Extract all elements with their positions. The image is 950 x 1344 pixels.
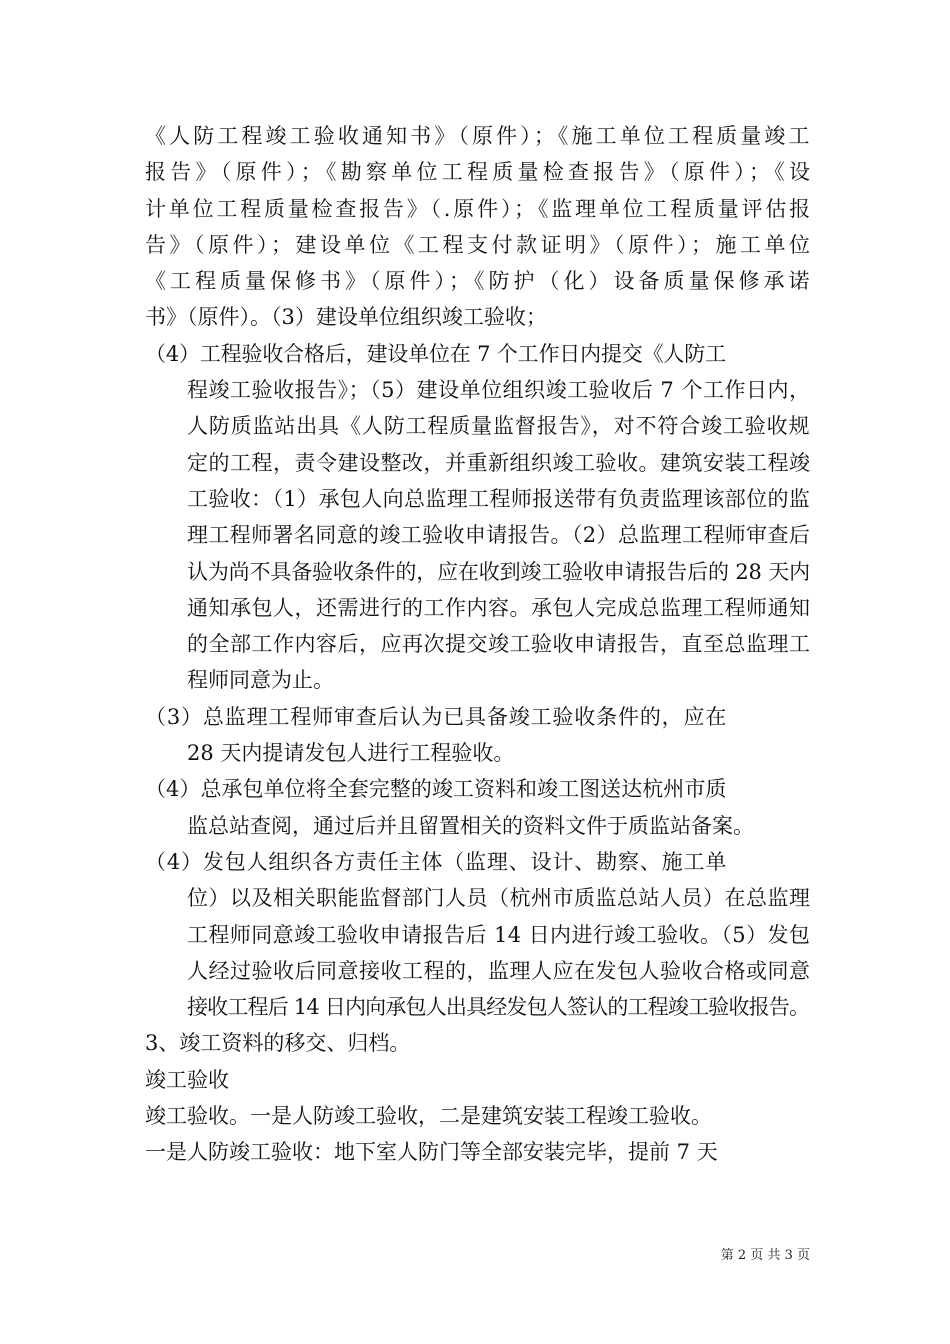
document-body xyxy=(145,118,815,1171)
text-line: （4）发包人组织各方责任主体（监理、设计、勘察、施工单 xyxy=(145,849,728,874)
paragraph xyxy=(145,1025,810,1061)
paragraph xyxy=(145,1062,810,1098)
text-line: 《工程质量保修书》（原件）；《防护（化）设备质量保修承诺 xyxy=(145,269,814,294)
text-line: 定的工程，责令建设整改，并重新组织竣工验收。建筑安装工程竣 xyxy=(187,450,811,475)
paragraph xyxy=(145,1134,810,1170)
text-line: 《人防工程竣工验收通知书》（原件）；《施工单位工程质量竣工 xyxy=(145,124,813,148)
text-line: 位）以及相关职能监督部门人员（杭州市质监总站人员）在总监理 xyxy=(187,886,811,911)
text-line: （3）总监理工程师审查后认为已具备竣工验收条件的，应在 xyxy=(145,704,728,729)
text-line: 监总站查阅，通过后并且留置相关的资料文件于质监站备案。 xyxy=(187,813,754,838)
text-line: 一是人防竣工验收：地下室人防门等全部安装完毕，提前 7 天 xyxy=(145,1140,718,1165)
text-line: 工程师同意竣工验收申请报告后 14 日内进行竣工验收。（5）发包 xyxy=(187,922,811,947)
text-line: （4）总承包单位将全套完整的竣工资料和竣工图送达杭州市质 xyxy=(145,777,727,802)
text-line: 3、竣工资料的移交、归档。 xyxy=(145,1031,411,1056)
text-line: 竣工验收。一是人防竣工验收，二是建筑安装工程竣工验收。 xyxy=(145,1104,712,1129)
paragraph xyxy=(145,844,810,1025)
paragraph xyxy=(145,771,810,844)
text-line: 书》（原件）。（3）建设单位组织竣工验收； xyxy=(145,305,547,330)
paragraph xyxy=(145,336,810,699)
text-line: 人防质监站出具《人防工程质量监督报告》，对不符合竣工验收规 xyxy=(187,414,811,439)
text-line: 理工程师署名同意的竣工验收申请报告。（2）总监理工程师审查后 xyxy=(187,523,811,548)
text-line: 报告》（原件）；《勘察单位工程质量检查报告》（原件）；《设 xyxy=(145,160,815,185)
text-line: 工验收：（1）承包人向总监理工程师报送带有负责监理该部位的监 xyxy=(187,486,811,511)
text-line: 通知承包人，还需进行的工作内容。承包人完成总监理工程师通知 xyxy=(187,595,811,620)
text-line: （4）工程验收合格后，建设单位在 7 个工作日内提交《人防工 xyxy=(145,341,726,366)
paragraph xyxy=(145,1098,810,1134)
paragraph xyxy=(145,699,810,772)
text-line: 接收工程后 14 日内向承包人出具经发包人签认的工程竣工验收报告。 xyxy=(187,995,810,1020)
text-line: 程竣工验收报告》；（5）建设单位组织竣工验收后 7 个工作日内， xyxy=(187,378,811,403)
text-line: 告》（原件）；建设单位《工程支付款证明》（原件）；施工单位 xyxy=(145,232,814,257)
paragraph xyxy=(145,118,815,336)
text-line: 的全部工作内容后，应再次提交竣工验收申请报告，直至总监理工 xyxy=(187,632,811,657)
text-line: 人经过验收后同意接收工程的，监理人应在发包人验收合格或同意 xyxy=(187,958,811,983)
page-number: 第 2 页 共 3 页 xyxy=(720,1248,810,1263)
text-line: 28 天内提请发包人进行工程验收。 xyxy=(187,741,515,766)
text-line: 计单位工程质量检查报告》（.原件）；《监理单位工程质量评估报 xyxy=(145,196,813,221)
text-line: 认为尚不具备验收条件的，应在收到竣工验收申请报告后的 28 天内 xyxy=(187,559,810,584)
text-line: 竣工验收 xyxy=(145,1067,229,1092)
text-line: 程师同意为止。 xyxy=(187,668,334,693)
